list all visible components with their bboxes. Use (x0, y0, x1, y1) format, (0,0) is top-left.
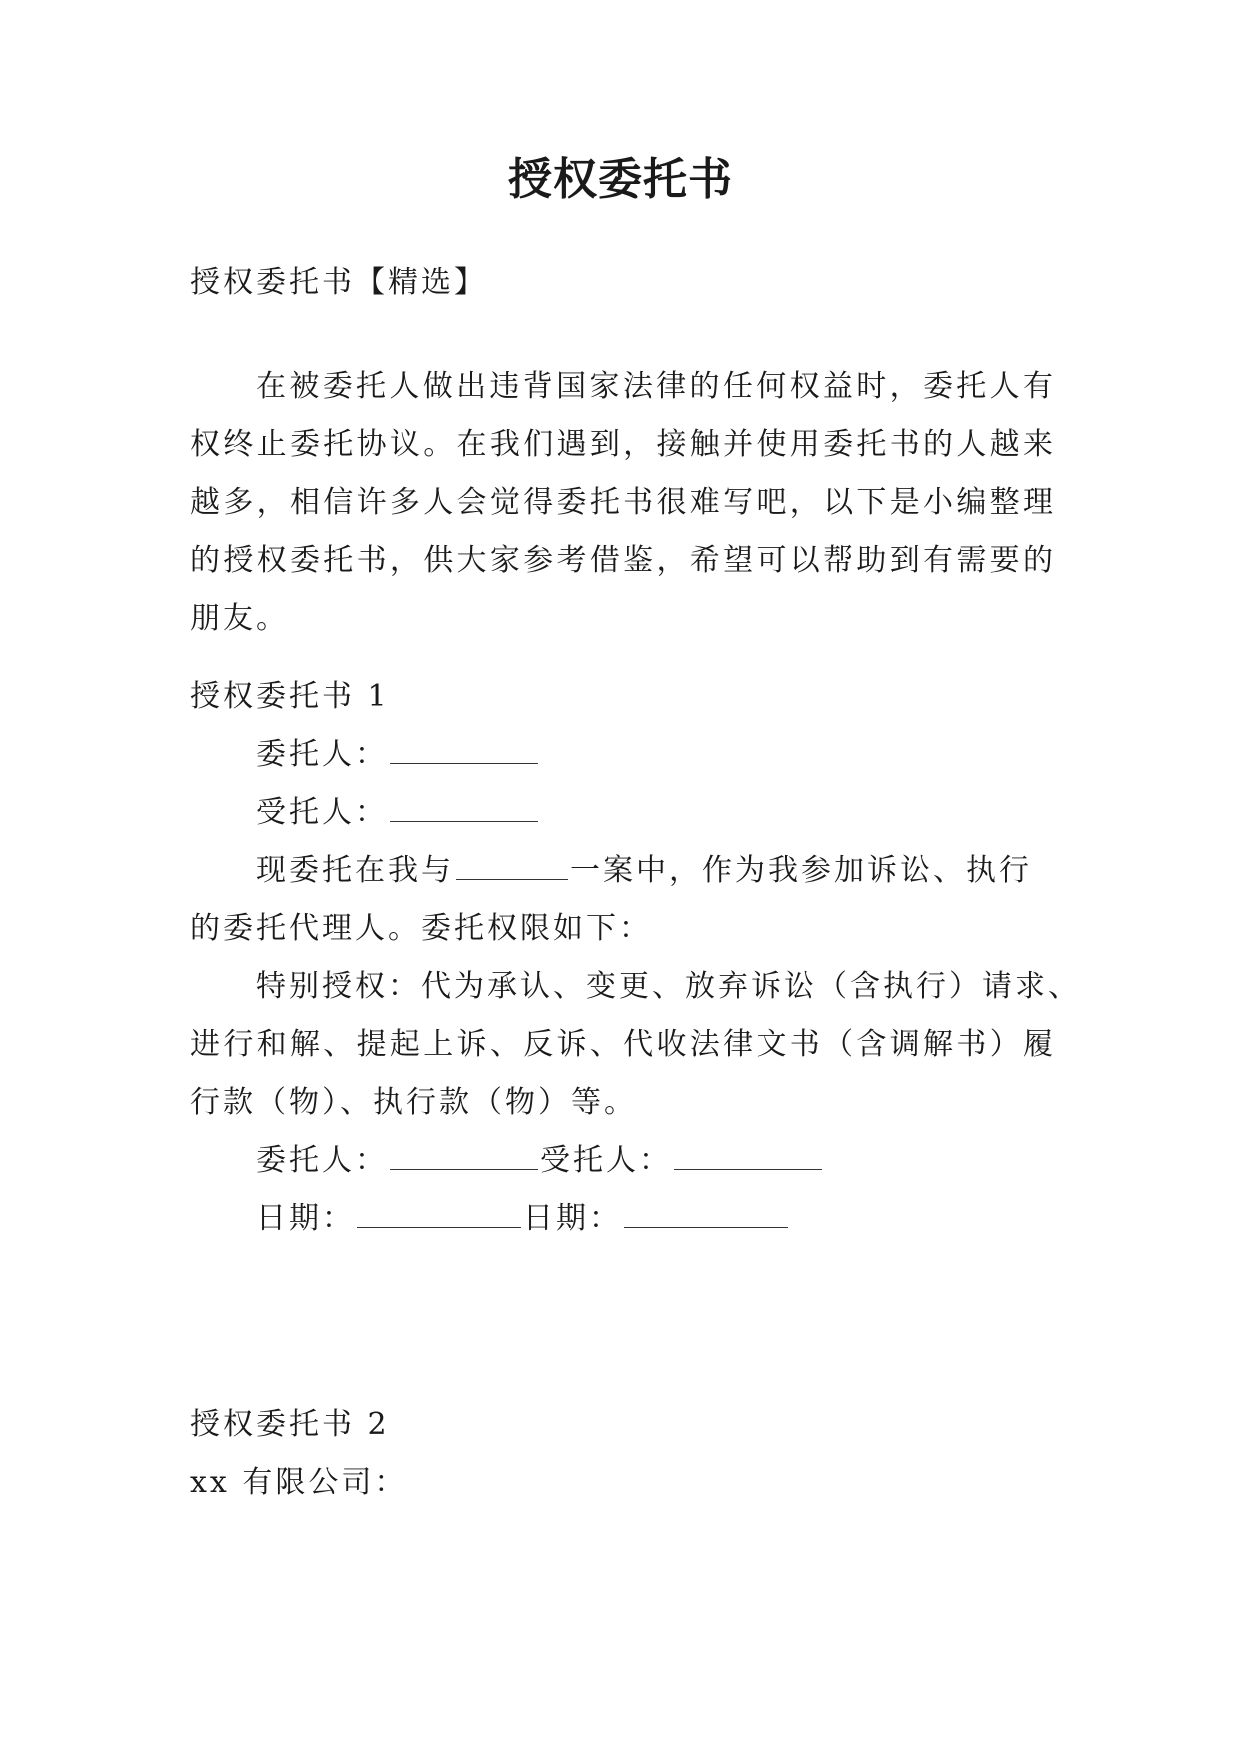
intro-paragraph (190, 358, 1056, 648)
date-blank-2 (624, 1193, 788, 1228)
section-1-heading: 授权委托书 1 (190, 679, 390, 714)
principal-blank (390, 729, 538, 764)
special-line: 行款（物）、执行款（物）等。 (190, 1085, 637, 1120)
intro-line: 的授权委托书，供大家参考借鉴，希望可以帮助到有需要的 (190, 543, 1056, 578)
document-subtitle: 授权委托书【精选】 (190, 265, 487, 300)
date-label-2: 日期： (523, 1201, 622, 1236)
intro-line: 在被委托人做出违背国家法律的任何权益时，委托人有 (256, 369, 1056, 404)
sign-principal-label: 委托人： (256, 1143, 388, 1178)
date-blank-1 (357, 1193, 521, 1228)
sign-principal-blank (390, 1135, 538, 1170)
intro-line: 越多，相信许多人会觉得委托书很难写吧，以下是小编整理 (190, 485, 1056, 520)
signature-line (190, 1132, 1056, 1190)
section-2-heading: 授权委托书 2 (190, 1407, 390, 1442)
principal-line (190, 726, 1056, 784)
case-line (190, 842, 1056, 900)
document-title: 授权委托书 (508, 154, 733, 205)
section-1 (190, 668, 1081, 1248)
agent-blank (390, 787, 538, 822)
addressee-line: xx 有限公司： (190, 1465, 408, 1500)
case-blank (456, 845, 568, 880)
sign-agent-label: 受托人： (540, 1143, 672, 1178)
case-suffix: 一案中，作为我参加诉讼、执行 (570, 853, 1032, 888)
special-line: 进行和解、提起上诉、反诉、代收法律文书（含调解书）履 (190, 1027, 1056, 1062)
agent-label: 受托人： (256, 795, 388, 830)
section-2 (190, 1396, 1056, 1512)
intro-line: 朋友。 (190, 601, 289, 636)
date-line (190, 1190, 1056, 1248)
case-line-2: 的委托代理人。委托权限如下： (190, 911, 652, 946)
sign-agent-blank (674, 1135, 822, 1170)
special-line: 特别授权：代为承认、变更、放弃诉讼（含执行）请求、 (256, 969, 1081, 1004)
date-label-1: 日期： (256, 1201, 355, 1236)
principal-label: 委托人： (256, 737, 388, 772)
case-prefix: 现委托在我与 (256, 853, 454, 888)
agent-line (190, 784, 1056, 842)
intro-line: 权终止委托协议。在我们遇到，接触并使用委托书的人越来 (190, 427, 1056, 462)
